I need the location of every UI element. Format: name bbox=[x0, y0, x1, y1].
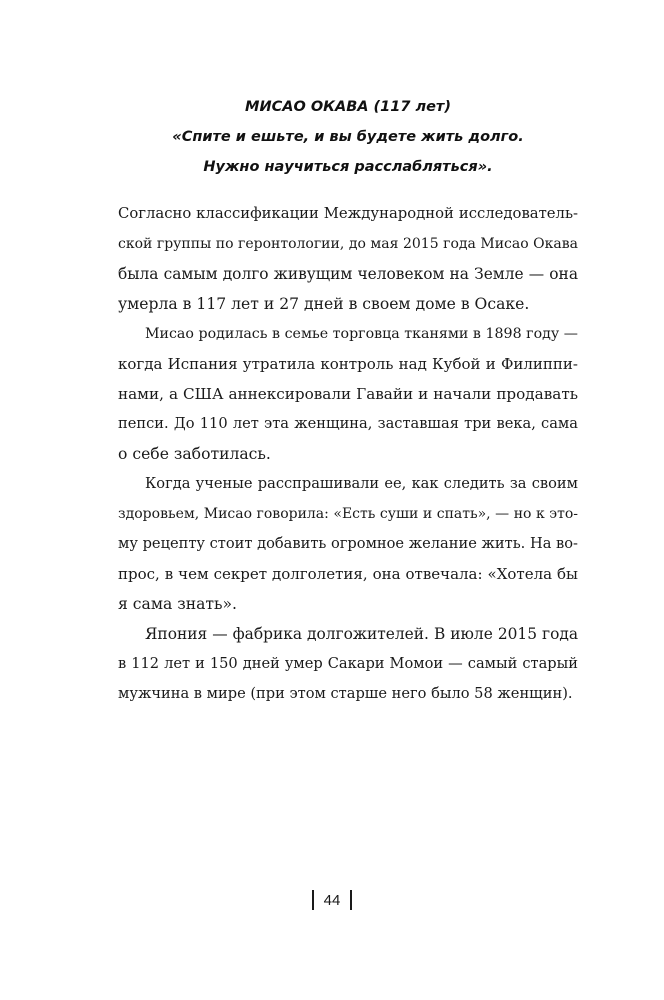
folio-left-rule bbox=[312, 890, 313, 910]
paragraph-3 bbox=[118, 469, 578, 619]
page-number: 44 bbox=[323, 891, 341, 909]
text-line: Согласно классификации Международной исследователь- bbox=[118, 205, 578, 222]
epigraph-quote-line-1: «Спите и ешьте, и вы будете жить долго. bbox=[172, 129, 524, 145]
epigraph-quote-line-2: Нужно научиться расслабляться». bbox=[203, 159, 493, 175]
epigraph-name: МИСАО ОКАВА (117 лет) bbox=[245, 99, 451, 115]
page-footer bbox=[0, 890, 664, 914]
text-line: нами, а США аннексировали Гавайи и начали продавать bbox=[118, 385, 578, 403]
text-line: в 112 лет и 150 дней умер Сакари Момои — самый старый bbox=[118, 655, 578, 672]
paragraph-4 bbox=[118, 619, 578, 709]
text-line: пепси. До 110 лет эта женщина, заставшая три века, сама bbox=[118, 415, 578, 432]
text-line: прос, в чем секрет долголетия, она отвечала: «Хотела бы bbox=[118, 565, 578, 583]
paragraph-2 bbox=[118, 319, 578, 469]
text-line: ской группы по геронтологии, до мая 2015 года Мисао Окава bbox=[118, 236, 578, 252]
text-line: умерла в 117 лет и 27 дней в своем доме в Осаке. bbox=[118, 295, 530, 313]
text-line: мужчина в мире (при этом старше него было 58 женщин). bbox=[118, 685, 573, 702]
text-line: о себе заботилась. bbox=[118, 445, 271, 463]
text-line: была самым долго живущим человеком на Земле — она bbox=[118, 265, 578, 283]
text-line: я сама знать». bbox=[118, 595, 238, 613]
paragraph-1 bbox=[118, 199, 578, 319]
text-line: когда Испания утратила контроль над Кубой и Филиппи- bbox=[118, 355, 578, 373]
epigraph bbox=[118, 92, 578, 182]
text-line: Мисао родилась в семье торговца тканями в 1898 году — bbox=[145, 326, 578, 342]
text-line: здоровьем, Мисао говорила: «Есть суши и спать», — но к это- bbox=[118, 506, 578, 522]
text-line: му рецепту стоит добавить огромное желание жить. На во- bbox=[118, 535, 578, 552]
folio-right-rule bbox=[350, 890, 351, 910]
text-line: Когда ученые расспрашивали ее, как следить за своим bbox=[145, 475, 578, 492]
text-line: Япония — фабрика долгожителей. В июле 2015 года bbox=[145, 625, 578, 643]
body-text bbox=[118, 199, 578, 709]
